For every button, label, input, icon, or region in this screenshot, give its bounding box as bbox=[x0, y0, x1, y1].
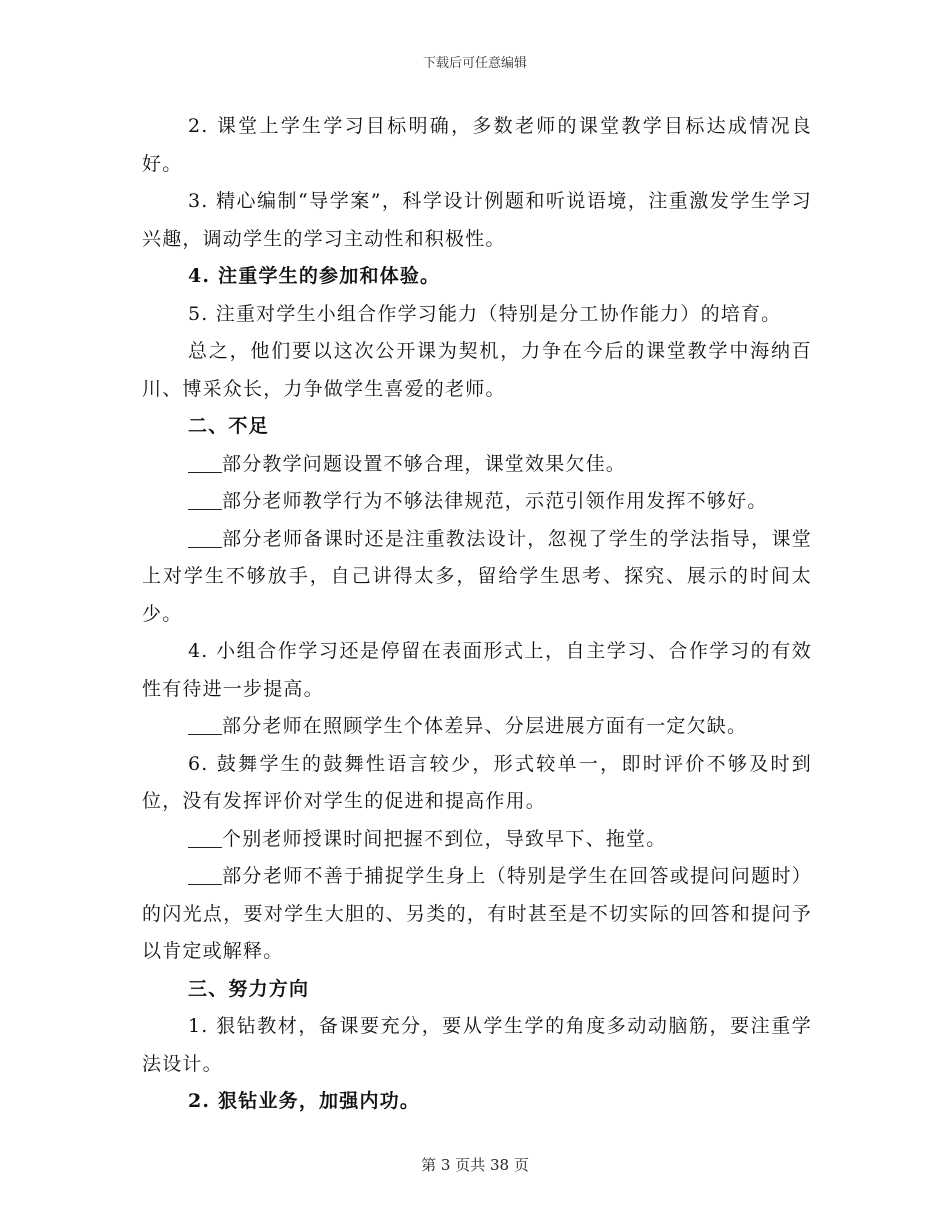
blank-line bbox=[188, 827, 222, 848]
paragraph: 1. 狠钻教材，备课要充分，要从学生学的角度多动动脑筋，要注重学法设计。 bbox=[142, 1015, 812, 1075]
paragraph: 部分老师在照顾学生个体差异、分层进展方面有一定欠缺。 bbox=[142, 708, 812, 746]
page-header: 下载后可任意编辑 bbox=[422, 56, 527, 71]
paragraph: 5. 注重对学生小组合作学习能力（特别是分工协作能力）的培育。 bbox=[188, 302, 782, 325]
paragraph: 部分老师不善于捕捉学生身上（特别是学生在回答或提问问题时）的闪光点，要对学生大胆的、另类的，有时甚至是不切实际的回答和提问予以肯定或解释。 bbox=[142, 865, 812, 962]
paragraph: 部分教学问题设置不够合理，课堂效果欠佳。 bbox=[142, 446, 812, 484]
paragraph: 2. 狠钻业务，加强内功。 bbox=[188, 1090, 421, 1112]
section-heading: 三、努力方向 bbox=[188, 977, 310, 1000]
page-footer: 第 3 页共 38 页 bbox=[421, 1156, 529, 1174]
paragraph: 4. 小组合作学习还是停留在表面形式上，自主学习、合作学习的有效性有待进一步提高。 bbox=[142, 640, 812, 700]
paragraph: 2. 课堂上学生学习目标明确，多数老师的课堂教学目标达成情况良好。 bbox=[142, 115, 812, 175]
blank-line bbox=[188, 452, 222, 473]
paragraph: 6. 鼓舞学生的鼓舞性语言较少，形式较单一，即时评价不够及时到位，没有发挥评价对学生的促进和提高作用。 bbox=[142, 752, 812, 812]
paragraph: 3. 精心编制“导学案”，科学设计例题和听说语境，注重激发学生学习兴趣，调动学生的学习主动性和积极性。 bbox=[142, 190, 812, 250]
section-heading: 二、不足 bbox=[188, 415, 269, 437]
blank-line bbox=[188, 489, 222, 510]
paragraph: 部分老师教学行为不够法律规范，示范引领作用发挥不够好。 bbox=[142, 483, 812, 521]
blank-line bbox=[188, 527, 222, 548]
paragraph: 总之，他们要以这次公开课为契机，力争在今后的课堂教学中海纳百川、博采众长，力争做学生喜爱的老师。 bbox=[142, 340, 812, 400]
paragraph: 个别老师授课时间把握不到位，导致早下、拖堂。 bbox=[142, 821, 812, 859]
paragraph: 4. 注重学生的参加和体验。 bbox=[188, 265, 441, 287]
paragraph: 部分老师备课时还是注重教法设计，忽视了学生的学法指导，课堂上对学生不够放手，自己讲得太多，留给学生思考、探究、展示的时间太少。 bbox=[142, 527, 812, 625]
document-body bbox=[142, 108, 812, 1121]
blank-line bbox=[188, 714, 222, 735]
blank-line bbox=[188, 864, 222, 885]
